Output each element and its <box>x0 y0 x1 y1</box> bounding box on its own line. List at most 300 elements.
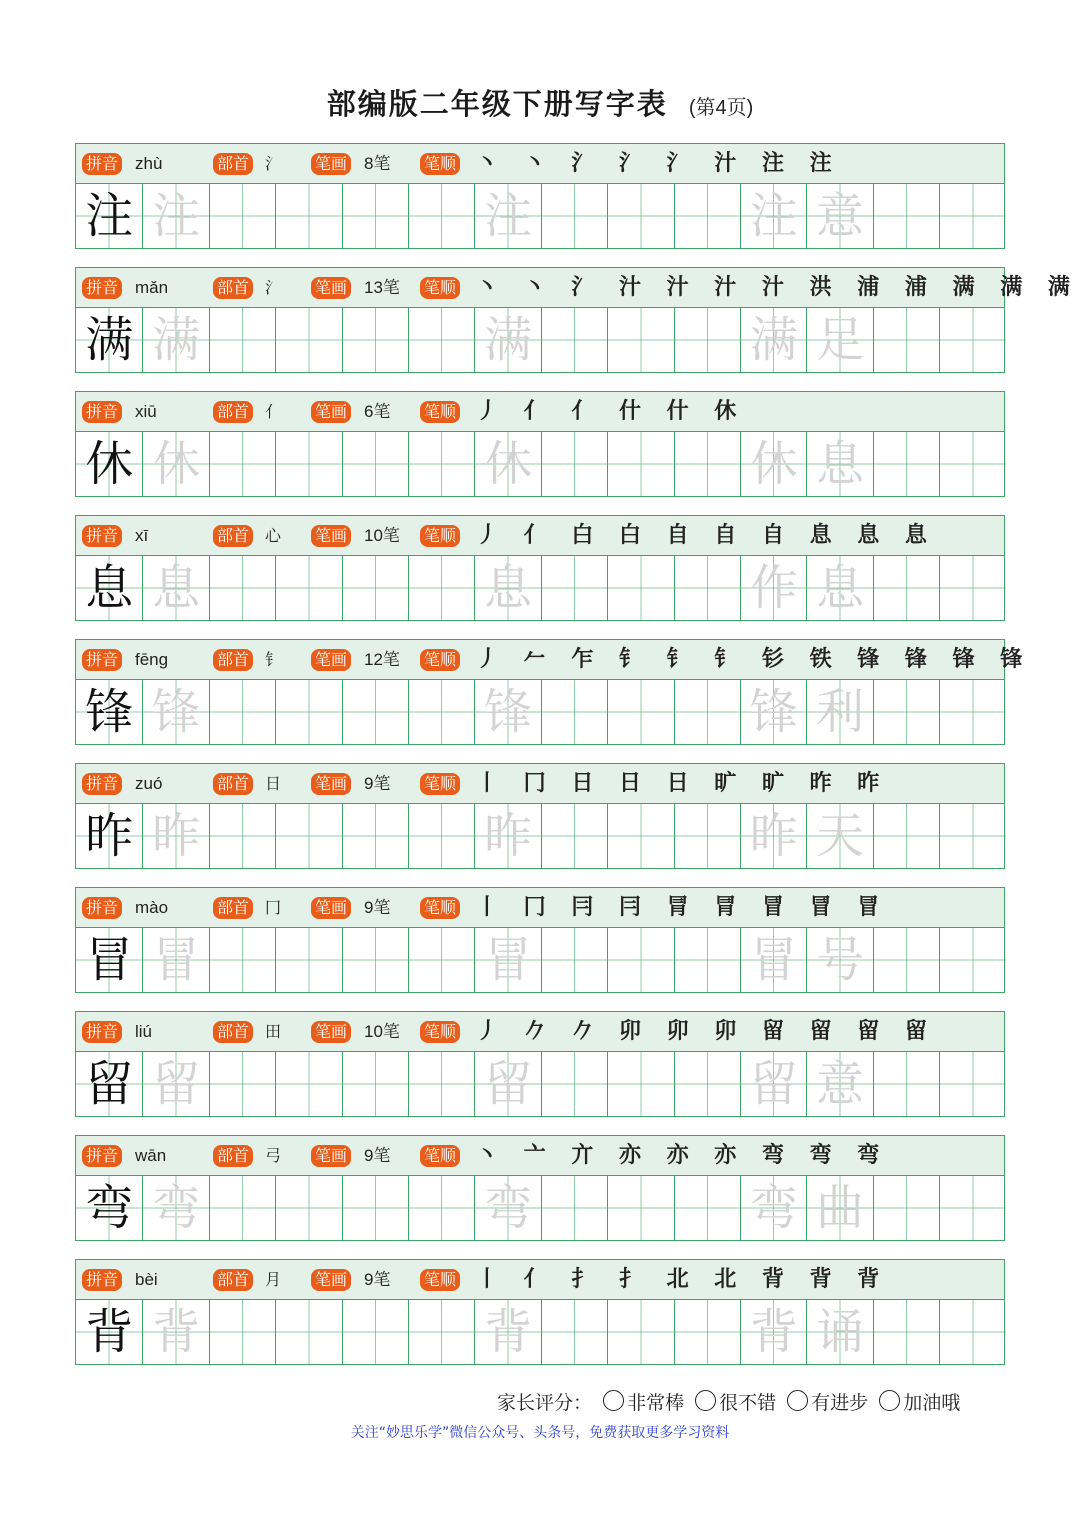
strokes-label: 笔画 <box>311 277 351 299</box>
practice-cell[interactable] <box>607 1176 673 1240</box>
practice-cell[interactable] <box>674 1052 740 1116</box>
radical-value: 冂 <box>265 898 282 917</box>
practice-cell[interactable] <box>806 308 872 372</box>
practice-cell[interactable] <box>275 184 341 248</box>
pinyin-label: 拼音 <box>82 649 122 671</box>
trace-character: 锋 <box>484 684 533 740</box>
trace-character: 背 <box>484 1304 533 1360</box>
stroke-order-sequence: 丿 亻 白 白 自 自 自 息 息 息 <box>476 522 936 548</box>
practice-cell[interactable] <box>275 556 341 620</box>
practice-cell[interactable] <box>142 1052 208 1116</box>
practice-cell[interactable] <box>541 308 607 372</box>
char-info-bar <box>75 391 1005 431</box>
practice-cell[interactable] <box>939 432 1005 496</box>
radical-value: 日 <box>265 774 282 793</box>
practice-cell[interactable] <box>674 928 740 992</box>
practice-cell[interactable] <box>209 184 275 248</box>
writing-grid <box>75 307 1005 373</box>
practice-cell[interactable] <box>674 804 740 868</box>
trace-character: 冒 <box>484 932 533 988</box>
practice-cell[interactable] <box>939 1176 1005 1240</box>
radical-value: 田 <box>265 1022 282 1041</box>
radical-label: 部首 <box>213 1269 253 1291</box>
practice-cell[interactable] <box>408 680 474 744</box>
practice-cell[interactable] <box>607 1300 673 1364</box>
word-trace-second: 息 <box>816 436 865 492</box>
model-character: 休 <box>85 436 134 492</box>
stroke-order-sequence: 丿 亻 亻 什 什 休 <box>476 398 746 424</box>
practice-cell[interactable] <box>209 680 275 744</box>
practice-cell <box>76 556 142 620</box>
radical-value: 氵 <box>265 154 282 173</box>
strokes-value: 10笔 <box>364 526 400 545</box>
stroke-order-sequence: 丶 丶 氵 汁 汁 汁 汁 洪 浦 浦 满 满 满 <box>476 274 1079 300</box>
page-header <box>0 82 1080 123</box>
practice-cell[interactable] <box>740 1052 806 1116</box>
stroke-order-sequence: 丿 𠂊 𠂊 卯 卯 卯 留 留 留 留 <box>476 1018 936 1044</box>
practice-cell[interactable] <box>342 432 408 496</box>
pinyin-value: mào <box>135 898 169 917</box>
order-label: 笔顺 <box>420 153 460 175</box>
practice-cell[interactable] <box>474 184 540 248</box>
practice-cell[interactable] <box>939 308 1005 372</box>
pinyin-label: 拼音 <box>82 153 122 175</box>
strokes-label: 笔画 <box>311 897 351 919</box>
strokes-value: 13笔 <box>364 278 400 297</box>
practice-cell[interactable] <box>474 680 540 744</box>
char-block <box>75 1011 1005 1119</box>
practice-cell[interactable] <box>142 804 208 868</box>
pinyin-label: 拼音 <box>82 897 122 919</box>
word-trace-first: 冒 <box>749 932 798 988</box>
practice-cell[interactable] <box>674 680 740 744</box>
practice-cell[interactable] <box>142 680 208 744</box>
rating-option-3-circle[interactable] <box>879 1390 900 1411</box>
radical-value: 钅 <box>265 650 282 669</box>
model-character: 满 <box>85 312 134 368</box>
radical-label: 部首 <box>213 401 253 423</box>
radical-label: 部首 <box>213 649 253 671</box>
practice-cell[interactable] <box>474 556 540 620</box>
practice-cell[interactable] <box>474 1052 540 1116</box>
stroke-order-sequence: 丨 冂 冃 冃 冐 冐 冒 冒 冒 <box>476 894 889 920</box>
practice-cell[interactable] <box>275 680 341 744</box>
char-info-bar <box>75 763 1005 803</box>
practice-cell[interactable] <box>607 928 673 992</box>
practice-cell[interactable] <box>342 308 408 372</box>
trace-character: 冒 <box>152 932 201 988</box>
word-trace-first: 弯 <box>749 1180 798 1236</box>
strokes-value: 9笔 <box>364 1270 391 1289</box>
char-block <box>75 639 1032 747</box>
writing-grid <box>75 555 1005 621</box>
practice-cell[interactable] <box>674 308 740 372</box>
char-block <box>75 267 1079 375</box>
trace-character: 休 <box>484 436 533 492</box>
practice-cell[interactable] <box>275 928 341 992</box>
strokes-value: 8笔 <box>364 154 391 173</box>
practice-cell[interactable] <box>607 680 673 744</box>
char-block <box>75 1259 1005 1367</box>
trace-character: 满 <box>152 312 201 368</box>
practice-cell[interactable] <box>541 1300 607 1364</box>
writing-grid <box>75 1175 1005 1241</box>
rating-label: 家长评分： <box>497 1392 593 1414</box>
practice-cell <box>76 432 142 496</box>
stroke-order-sequence: 丨 亻 扌 扌 北 北 背 背 背 <box>476 1266 889 1292</box>
char-block <box>75 391 1005 499</box>
practice-cell[interactable] <box>939 1052 1005 1116</box>
char-info-bar <box>75 1135 1005 1175</box>
practice-cell[interactable] <box>873 184 939 248</box>
word-trace-second: 息 <box>816 560 865 616</box>
char-info-bar <box>75 267 1079 307</box>
stroke-order-sequence: 丨 冂 日 日 日 旷 旷 昨 昨 <box>476 770 889 796</box>
rating-option-1-circle[interactable] <box>695 1390 716 1411</box>
practice-cell[interactable] <box>474 1300 540 1364</box>
order-label: 笔顺 <box>420 773 460 795</box>
writing-grid <box>75 679 1005 745</box>
practice-cell[interactable] <box>740 680 806 744</box>
char-info-bar <box>75 887 1005 927</box>
practice-cell[interactable] <box>873 308 939 372</box>
char-block <box>75 763 1005 871</box>
strokes-value: 6笔 <box>364 402 391 421</box>
char-block <box>75 143 1005 251</box>
word-trace-second: 号 <box>816 932 865 988</box>
trace-character: 留 <box>484 1056 533 1112</box>
radical-label: 部首 <box>213 897 253 919</box>
order-label: 笔顺 <box>420 649 460 671</box>
rating-option-0: 非常棒 <box>627 1392 685 1414</box>
practice-cell[interactable] <box>740 1176 806 1240</box>
practice-cell[interactable] <box>142 1176 208 1240</box>
pinyin-value: zhù <box>135 154 163 173</box>
pinyin-label: 拼音 <box>82 773 122 795</box>
writing-grid <box>75 183 1005 249</box>
practice-cell[interactable] <box>806 432 872 496</box>
pinyin-label: 拼音 <box>82 401 122 423</box>
practice-cell[interactable] <box>408 928 474 992</box>
practice-cell[interactable] <box>142 432 208 496</box>
practice-cell[interactable] <box>142 1300 208 1364</box>
pinyin-label: 拼音 <box>82 1021 122 1043</box>
practice-cell[interactable] <box>342 1176 408 1240</box>
trace-character: 留 <box>152 1056 201 1112</box>
radical-value: 心 <box>265 526 282 545</box>
pinyin-value: xī <box>135 526 149 545</box>
trace-character: 息 <box>484 560 533 616</box>
order-label: 笔顺 <box>420 525 460 547</box>
strokes-label: 笔画 <box>311 1269 351 1291</box>
pinyin-label: 拼音 <box>82 1269 122 1291</box>
pinyin-value: bèi <box>135 1270 158 1289</box>
pinyin-label: 拼音 <box>82 1145 122 1167</box>
trace-character: 满 <box>484 312 533 368</box>
practice-cell[interactable] <box>674 1176 740 1240</box>
practice-cell[interactable] <box>740 804 806 868</box>
practice-cell[interactable] <box>142 928 208 992</box>
pinyin-label: 拼音 <box>82 525 122 547</box>
footer-note: 关注“妙思乐学”微信公众号、头条号，免费获取更多学习资料 <box>350 1425 730 1441</box>
practice-cell[interactable] <box>740 432 806 496</box>
radical-label: 部首 <box>213 153 253 175</box>
strokes-label: 笔画 <box>311 153 351 175</box>
practice-cell[interactable] <box>209 1052 275 1116</box>
practice-cell[interactable] <box>873 928 939 992</box>
practice-cell[interactable] <box>209 928 275 992</box>
practice-cell[interactable] <box>474 1176 540 1240</box>
writing-grid <box>75 803 1005 869</box>
trace-character: 昨 <box>152 808 201 864</box>
model-character: 背 <box>85 1304 134 1360</box>
model-character: 息 <box>85 560 134 616</box>
practice-cell[interactable] <box>408 184 474 248</box>
strokes-value: 12笔 <box>364 650 400 669</box>
practice-cell[interactable] <box>873 556 939 620</box>
trace-character: 休 <box>152 436 201 492</box>
practice-cell[interactable] <box>674 432 740 496</box>
char-info-bar <box>75 143 1005 183</box>
practice-cell[interactable] <box>939 556 1005 620</box>
rating-option-2-circle[interactable] <box>787 1390 808 1411</box>
char-info-bar <box>75 639 1032 679</box>
radical-value: 氵 <box>265 278 282 297</box>
practice-cell <box>76 1176 142 1240</box>
model-character: 昨 <box>85 808 134 864</box>
strokes-label: 笔画 <box>311 649 351 671</box>
order-label: 笔顺 <box>420 1021 460 1043</box>
strokes-value: 9笔 <box>364 774 391 793</box>
practice-cell[interactable] <box>806 928 872 992</box>
word-trace-first: 注 <box>749 188 798 244</box>
practice-cell <box>76 928 142 992</box>
practice-cell[interactable] <box>939 1300 1005 1364</box>
practice-cell[interactable] <box>209 1300 275 1364</box>
word-trace-second: 利 <box>816 684 865 740</box>
practice-cell[interactable] <box>607 184 673 248</box>
practice-cell[interactable] <box>408 804 474 868</box>
order-label: 笔顺 <box>420 277 460 299</box>
writing-grid <box>75 431 1005 497</box>
word-trace-second: 曲 <box>816 1180 865 1236</box>
char-info-bar <box>75 1011 1005 1051</box>
radical-label: 部首 <box>213 1145 253 1167</box>
practice-cell[interactable] <box>674 1300 740 1364</box>
practice-cell[interactable] <box>541 184 607 248</box>
word-trace-first: 休 <box>749 436 798 492</box>
char-block <box>75 887 1005 995</box>
pinyin-label: 拼音 <box>82 277 122 299</box>
practice-cell[interactable] <box>873 1300 939 1364</box>
practice-cell[interactable] <box>939 804 1005 868</box>
practice-cell[interactable] <box>740 184 806 248</box>
practice-cell[interactable] <box>275 432 341 496</box>
practice-cell[interactable] <box>541 928 607 992</box>
order-label: 笔顺 <box>420 897 460 919</box>
practice-cell[interactable] <box>607 432 673 496</box>
pinyin-value: xiū <box>135 402 157 421</box>
practice-cell[interactable] <box>474 928 540 992</box>
practice-cell[interactable] <box>142 184 208 248</box>
practice-cell[interactable] <box>142 308 208 372</box>
model-character: 注 <box>85 188 134 244</box>
stroke-order-sequence: 丶 丶 氵 氵 氵 汁 注 注 <box>476 150 841 176</box>
model-character: 锋 <box>85 684 134 740</box>
practice-cell[interactable] <box>541 556 607 620</box>
practice-cell[interactable] <box>541 680 607 744</box>
practice-cell[interactable] <box>740 1300 806 1364</box>
writing-grid <box>75 1051 1005 1117</box>
practice-cell[interactable] <box>408 432 474 496</box>
pinyin-value: zuó <box>135 774 163 793</box>
practice-cell[interactable] <box>674 556 740 620</box>
pinyin-value: fēng <box>135 650 169 669</box>
practice-cell[interactable] <box>607 308 673 372</box>
strokes-label: 笔画 <box>311 1021 351 1043</box>
practice-cell[interactable] <box>674 184 740 248</box>
trace-character: 弯 <box>484 1180 533 1236</box>
char-info-bar <box>75 1259 1005 1299</box>
radical-label: 部首 <box>213 773 253 795</box>
practice-cell[interactable] <box>873 1176 939 1240</box>
word-trace-second: 意 <box>816 1056 865 1112</box>
practice-cell[interactable] <box>740 308 806 372</box>
practice-cell[interactable] <box>408 308 474 372</box>
practice-cell <box>76 308 142 372</box>
word-trace-first: 昨 <box>749 808 798 864</box>
practice-cell[interactable] <box>607 1052 673 1116</box>
radical-label: 部首 <box>213 525 253 547</box>
practice-cell[interactable] <box>408 1300 474 1364</box>
char-block <box>75 515 1005 623</box>
practice-cell[interactable] <box>342 804 408 868</box>
practice-cell[interactable] <box>873 804 939 868</box>
practice-cell[interactable] <box>275 1052 341 1116</box>
model-character: 冒 <box>85 932 134 988</box>
radical-value: 弓 <box>265 1146 282 1165</box>
word-trace-first: 锋 <box>749 684 798 740</box>
practice-cell[interactable] <box>939 680 1005 744</box>
strokes-value: 9笔 <box>364 1146 391 1165</box>
practice-cell[interactable] <box>873 432 939 496</box>
practice-cell[interactable] <box>342 556 408 620</box>
practice-cell[interactable] <box>209 556 275 620</box>
practice-cell[interactable] <box>806 804 872 868</box>
practice-cell[interactable] <box>939 928 1005 992</box>
radical-value: 亻 <box>265 402 282 421</box>
word-trace-first: 作 <box>749 560 798 616</box>
practice-cell[interactable] <box>806 1052 872 1116</box>
practice-cell[interactable] <box>209 432 275 496</box>
char-info-bar <box>75 515 1005 555</box>
practice-cell[interactable] <box>408 556 474 620</box>
practice-cell[interactable] <box>806 556 872 620</box>
practice-cell <box>76 184 142 248</box>
practice-cell[interactable] <box>342 928 408 992</box>
order-label: 笔顺 <box>420 1269 460 1291</box>
practice-cell[interactable] <box>740 556 806 620</box>
practice-cell <box>76 1300 142 1364</box>
parent-rating <box>497 1388 960 1415</box>
practice-cell[interactable] <box>275 1300 341 1364</box>
practice-cell[interactable] <box>342 1052 408 1116</box>
practice-cell[interactable] <box>806 1300 872 1364</box>
practice-cell <box>76 1052 142 1116</box>
strokes-value: 9笔 <box>364 898 391 917</box>
practice-cell[interactable] <box>607 804 673 868</box>
word-trace-first: 背 <box>749 1304 798 1360</box>
practice-cell[interactable] <box>474 308 540 372</box>
model-character: 弯 <box>85 1180 134 1236</box>
practice-cell[interactable] <box>275 804 341 868</box>
word-trace-second: 天 <box>816 808 865 864</box>
writing-grid <box>75 927 1005 993</box>
practice-cell[interactable] <box>342 1300 408 1364</box>
trace-character: 昨 <box>484 808 533 864</box>
trace-character: 息 <box>152 560 201 616</box>
rating-option-3: 加油哦 <box>903 1392 961 1414</box>
practice-cell[interactable] <box>209 804 275 868</box>
rating-option-2: 有进步 <box>811 1392 869 1414</box>
practice-cell <box>76 680 142 744</box>
char-block <box>75 1135 1005 1243</box>
practice-cell[interactable] <box>342 680 408 744</box>
practice-cell[interactable] <box>474 804 540 868</box>
practice-cell[interactable] <box>541 432 607 496</box>
practice-cell[interactable] <box>607 556 673 620</box>
trace-character: 弯 <box>152 1180 201 1236</box>
trace-character: 注 <box>152 188 201 244</box>
practice-cell[interactable] <box>541 1052 607 1116</box>
practice-cell[interactable] <box>275 308 341 372</box>
rating-option-0-circle[interactable] <box>603 1390 624 1411</box>
practice-cell[interactable] <box>541 1176 607 1240</box>
pinyin-value: liú <box>135 1022 153 1041</box>
rating-option-1: 很不错 <box>719 1392 777 1414</box>
word-trace-first: 留 <box>749 1056 798 1112</box>
practice-cell[interactable] <box>474 432 540 496</box>
writing-grid <box>75 1299 1005 1365</box>
practice-cell[interactable] <box>740 928 806 992</box>
page-title: 部编版二年级下册写字表 <box>326 87 668 121</box>
practice-cell[interactable] <box>541 804 607 868</box>
practice-cell[interactable] <box>806 680 872 744</box>
practice-cell[interactable] <box>342 184 408 248</box>
radical-label: 部首 <box>213 277 253 299</box>
pinyin-value: wān <box>135 1146 167 1165</box>
practice-cell[interactable] <box>209 1176 275 1240</box>
radical-value: 月 <box>265 1270 282 1289</box>
practice-cell[interactable] <box>408 1176 474 1240</box>
strokes-label: 笔画 <box>311 1145 351 1167</box>
trace-character: 背 <box>152 1304 201 1360</box>
practice-cell[interactable] <box>209 308 275 372</box>
model-character: 留 <box>85 1056 134 1112</box>
practice-cell[interactable] <box>873 680 939 744</box>
radical-label: 部首 <box>213 1021 253 1043</box>
practice-cell[interactable] <box>806 1176 872 1240</box>
practice-cell[interactable] <box>806 184 872 248</box>
strokes-label: 笔画 <box>311 773 351 795</box>
practice-cell[interactable] <box>275 1176 341 1240</box>
word-trace-first: 满 <box>749 312 798 368</box>
practice-cell[interactable] <box>873 1052 939 1116</box>
practice-cell[interactable] <box>142 556 208 620</box>
practice-cell[interactable] <box>939 184 1005 248</box>
word-trace-second: 足 <box>816 312 865 368</box>
practice-cell[interactable] <box>408 1052 474 1116</box>
